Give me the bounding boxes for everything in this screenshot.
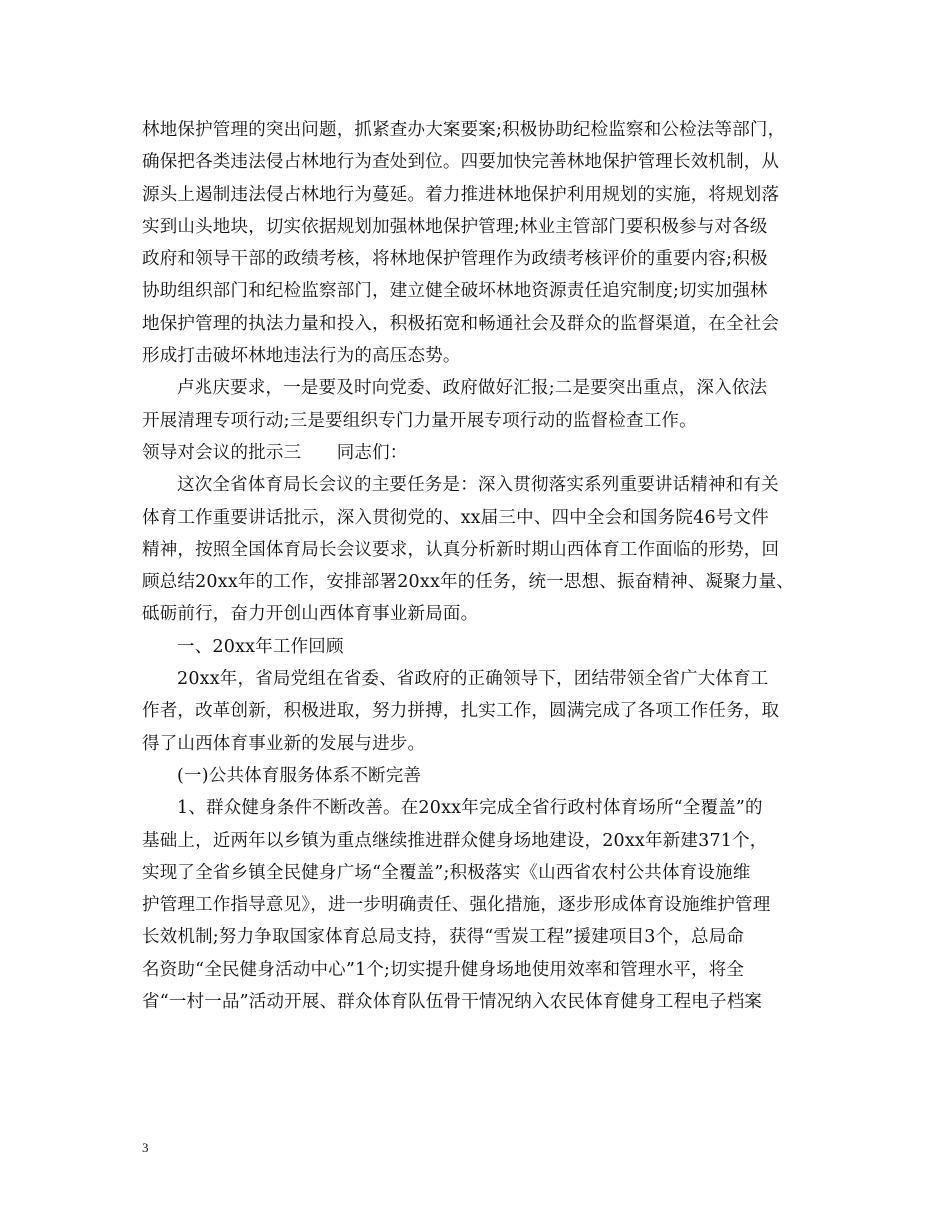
text-line: 得了山西体育事业新的发展与进步。 bbox=[142, 733, 426, 754]
text-line: 林地保护管理的突出问题，抓紧查办大案要案;积极协助纪检监察和公检法等部门， bbox=[142, 120, 786, 140]
text-line: 基础上，近两年以乡镇为重点继续推进群众健身场地建设，20xx年新建371个， bbox=[142, 830, 768, 851]
text-line: 作者，改革创新，积极进取，努力拼搏，扎实工作，圆满完成了各项工作任务，取 bbox=[142, 701, 780, 722]
text-line: 精神，按照全国体育局长会议要求，认真分析新时期山西体育工作面临的形势，回 bbox=[142, 539, 780, 560]
text-line: 确保把各类违法侵占林地行为查处到位。四要加快完善林地保护管理长效机制，从 bbox=[142, 152, 780, 173]
text-line: 护管理工作指导意见》，进一步明确责任、强化措施，逐步形成体育设施维护管理 bbox=[142, 895, 771, 916]
section-heading: 一、20xx年工作回顾 bbox=[177, 636, 344, 657]
body-text bbox=[142, 114, 822, 1018]
text-line: 源头上遏制违法侵占林地行为蔓延。着力推进林地保护利用规划的实施，将规划落 bbox=[142, 184, 780, 205]
page-number: 3 bbox=[142, 1140, 149, 1155]
subsection-heading: (一)公共体育服务体系不断完善 bbox=[177, 765, 422, 786]
text-line: 形成打击破坏林地违法行为的高压态势。 bbox=[142, 346, 461, 367]
text-line: 砥砺前行，奋力开创山西体育事业新局面。 bbox=[142, 604, 479, 625]
text-line: 名资助“全民健身活动中心”1个;切实提升健身场地使用效率和管理水平，将全 bbox=[142, 959, 745, 980]
text-line: 体育工作重要讲话批示，深入贯彻党的、xx届三中、四中全会和国务院46号文件 bbox=[142, 507, 769, 528]
text-line: 实现了全省乡镇全民健身广场“全覆盖”;积极落实《山西省农村公共体育设施维 bbox=[142, 862, 751, 883]
text-line: 20xx年，省局党组在省委、省政府的正确领导下，团结带领全省广大体育工 bbox=[177, 669, 769, 690]
section-heading: 领导对会议的批示三 同志们： bbox=[142, 442, 408, 463]
text-line: 1、群众健身条件不断改善。在20xx年完成全省行政村体育场所“全覆盖”的 bbox=[177, 798, 763, 819]
text-line: 协助组织部门和纪检监察部门，建立健全破坏林地资源责任追究制度;切实加强林 bbox=[142, 281, 768, 302]
text-line: 这次全省体育局长会议的主要任务是：深入贯彻落实系列重要讲话精神和有关 bbox=[177, 475, 779, 496]
text-line: 顾总结20xx年的工作，安排部署20xx年的任务，统一思想、振奋精神、凝聚力量、 bbox=[142, 572, 795, 593]
text-line: 政府和领导干部的政绩考核，将林地保护管理作为政绩考核评价的重要内容;积极 bbox=[142, 249, 768, 270]
text-line: 卢兆庆要求，一是要及时向党委、政府做好汇报;二是要突出重点，深入依法 bbox=[177, 378, 768, 399]
text-line: 地保护管理的执法力量和投入，积极拓宽和畅通社会及群众的监督渠道，在全社会 bbox=[142, 313, 780, 334]
text-line: 长效机制;努力争取国家体育总局支持，获得“雪炭工程”援建项目3个，总局命 bbox=[142, 927, 745, 948]
text-line: 实到山头地块，切实依据规划加强林地保护管理;林业主管部门要积极参与对各级 bbox=[142, 216, 768, 237]
text-line: 开展清理专项行动;三是要组织专门力量开展专项行动的监督检查工作。 bbox=[142, 410, 697, 431]
text-line: 省“一村一品”活动开展、群众体育队伍骨干情况纳入农民体育健身工程电子档案 bbox=[142, 992, 763, 1013]
